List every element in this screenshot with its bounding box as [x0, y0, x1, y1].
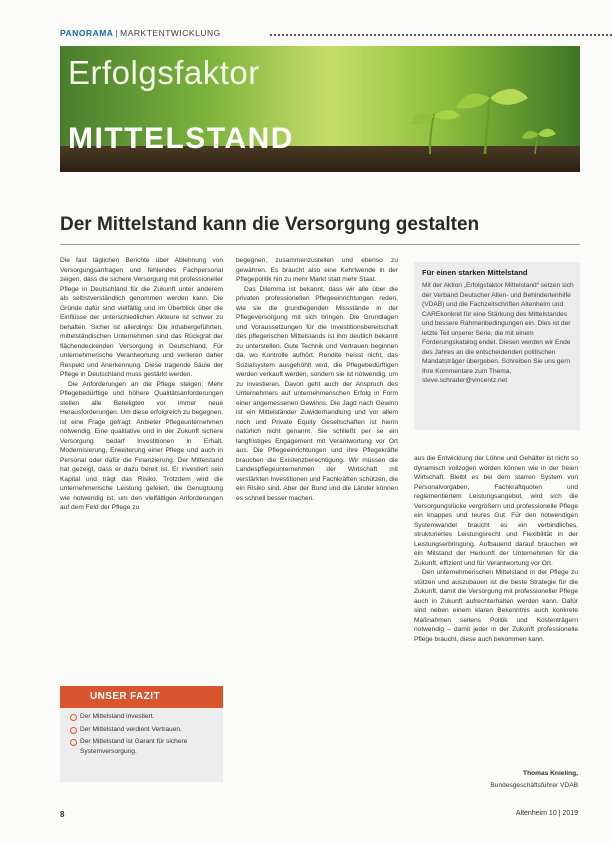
dotted-rule — [270, 34, 612, 36]
page-number: 8 — [60, 810, 65, 819]
headline-divider — [60, 244, 580, 245]
hero-title-line1: Erfolgsfaktor — [68, 54, 260, 91]
hero-title-line2: MITTELSTAND — [68, 122, 294, 155]
paragraph: Das Dilemma ist bekannt, dass wir alle über die privaten professionellen Pflegeeinrichtungen reden, wie sie die grundlegenden Missstände in der Pflegeversorgung mit sich bringen. Die Grundlagen und Voraussetzungen für die Investitionsbereitschaft des pflegerischen Mittelstands ist ihm deutlich bekannt zu unterstellen. Gute Technik und Vertrauen beginnen da, wo Kontrolle aufhört. Rendite heisst nicht, das Sozialsystem ausgehöhlt wird, die Pflegebedürftigen werden verkauft werden, sondern sie ist notwendig, um zu investieren. Davon geht auch der Anspruch des Unternehmers auf unternehmerischen Erfolg in Form einer angemessenen Gewinns. Die Jagd nach Gewinn ist ein Mittelständer Zuwiderhandlung und vor allem noch und Private Equity Gesellschaften ist hierin natürlich nicht genannt. Sie schließt per se ein langfristiges Engagement mit Verantwortung vor Ort aus. Die Pflegeeinrichtungen und ihre Pflegekräfte brauchen die Existenzberechtigung. Wir müssen die Landespflegeunternehmen der Wirtschaft mit verstärkten Investitionen und Fachkräften schützen, die ein Risiko sind. Aber der Bund und die Länder können es schnell besser machen. — [236, 285, 398, 502]
fazit-item-text: Der Mittelstand verdient Vertrauen. — [80, 725, 182, 733]
article-column-3 — [414, 454, 578, 644]
subsection-label: MARKTENTWICKLUNG — [120, 28, 221, 38]
author-role: Bundesgeschäftsführer VDAB — [490, 782, 578, 789]
bullet-circle-icon — [70, 714, 77, 721]
magazine-issue: Altenheim 10 | 2019 — [515, 810, 578, 817]
info-box-title: Für einen starken Mittelstand — [422, 268, 528, 277]
fazit-item — [70, 725, 215, 735]
bullet-circle-icon — [70, 739, 77, 746]
bullet-circle-icon — [70, 727, 77, 734]
fazit-item-text: Der Mittelstand ist Garant für sichere Systemversorgung. — [80, 738, 188, 755]
fazit-title: UNSER FAZIT — [90, 691, 160, 702]
fazit-item-text: Der Mittelstand investiert. — [80, 713, 155, 720]
fazit-box — [60, 708, 223, 782]
seedling-illustration — [390, 54, 560, 172]
info-box-text: Mit der Aktion „Erfolgsfaktor Mittelstand“ setzen sich der Verband Deutscher Alten- und Behindertenhilfe (VDAB) und die Fachzeitschriften Altenheim und CAREkonkret für eine Stärkung des Mittelstandes und bessere Rahmenbedingungen ein. Dies ist der letzte Teil unserer Serie, die mit einem Forderungskatalog endet. Diesen werden wir Ende des Jahres an die entscheidenden politischen Mandatsträger übergeben. Schreiben Sie uns gern Ihre Kommentare zum Thema, steve.schrader@vincentz.net — [422, 282, 574, 384]
section-separator: | — [115, 28, 119, 38]
article-column-2 — [236, 256, 398, 503]
paragraph: Die fast täglichen Berichte über Ablehnung von Versorgungsanfragen und fehlendes Fachpersonal zeigen, dass die sichere Versorgung mit professioneller Pflege in Deutschland für die Zukunft unter anderem als selbstverständlich genommen werden kann. Die Gründe dafür sind vielfältig und im Überblick über die Einflüsse der unterschiedlichen Akteure ist schwer zu behalten. Sicher ist allerdings: Die inhabergeführten, mittelständischen Unternehmen sind das Rückgrat der flächendeckenden Versorgung in Deutschland. Für unternehmerische Verantwortung und verlieren daher Respekt und Anerkennung. Diese tragende Säule der Pflege in Deutschland muss gestärkt werden. — [60, 257, 223, 378]
paragraph: begegnen, zusammenzustellen und ebenso zu gewähren. Es braucht also eine Kehrtwende in der Pflegepolitik hin zu mehr Markt statt mehr Staat. — [236, 257, 398, 283]
article-headline: Der Mittelstand kann die Versorgung gestalten — [60, 214, 480, 235]
article-column-1 — [60, 256, 223, 513]
paragraph: Den unternehmerischen Mittelstand in der Pflege zu stützen und auszubauen ist die beste Strategie für die Zukunft, damit die Versorgung mit professioneller Pflege auch in Zukunft aufrechterhalten werden kann. Dafür sind neben einem klaren Bekenntnis auch konkrete Maßnahmen seitens Politik und Kostenträgern notwendig – damit jeder in der Zukunft professionelle Pflege braucht, diese auch bekommen kann. — [414, 569, 578, 643]
info-box — [414, 262, 580, 430]
fazit-list — [60, 712, 223, 756]
fazit-item — [70, 737, 215, 756]
fazit-item — [70, 712, 215, 722]
paragraph: Die Anforderungen an die Pflege steigen: Mehr Pflegebedürftige und höhere Qualitätsanforderungen stellen alle Beteiligten vor immer neue Herausforderungen. Um diese erfolgreich zu begegnen, ist eine Frage gefragt: Anbieter Pflegeunternehmen notwendig. Eine qualitative und in der Zukunft sichere Versorgung bedarf Investitionen in Erhalt, Modernisierung, Erweiterung einer Pflege und auch in Personal oder dafür die Finanzierung. Der Mittelstand hat gezeigt, dass er dazu bereit ist. Er investiert sein Kapital und trägt das Risiko. Trotzdem wird die unternehmerische Leistung gefeiert, die Genugtuung wie notwendig ist, um den vielfältigen Anforderungen auf dem Feld der Pflege zu — [60, 380, 223, 511]
section-header — [60, 28, 580, 42]
section-label: PANORAMA — [60, 28, 114, 38]
fazit-header — [60, 686, 223, 708]
paragraph: aus die Entwicklung der Löhne und Gehälter ist nicht so dynamisch vollzogen worden können wie in der freien Wirtschaft. Bleibt es bei dem starren System von Personalvorgaben, Fachkraftquoten und reglementiertem Leistungsangebot, wird sich die Versorgungslücke vergrößern und professionelle Pflege ein knappes und teures Gut. Für den notwendigen Systemwandel braucht es ein verbindliches, strukturiertes Leistungsrecht und Flexibilität in der Leistungserbringung. Aufbauend darauf brauchen wir ein Mitstand der Herkunft der Unternehmen für die Zukunft, effizient und für Verantwortung vor Ort. — [414, 455, 578, 567]
author-name: Thomas Knieling, — [523, 770, 578, 777]
hero-banner — [60, 46, 580, 172]
